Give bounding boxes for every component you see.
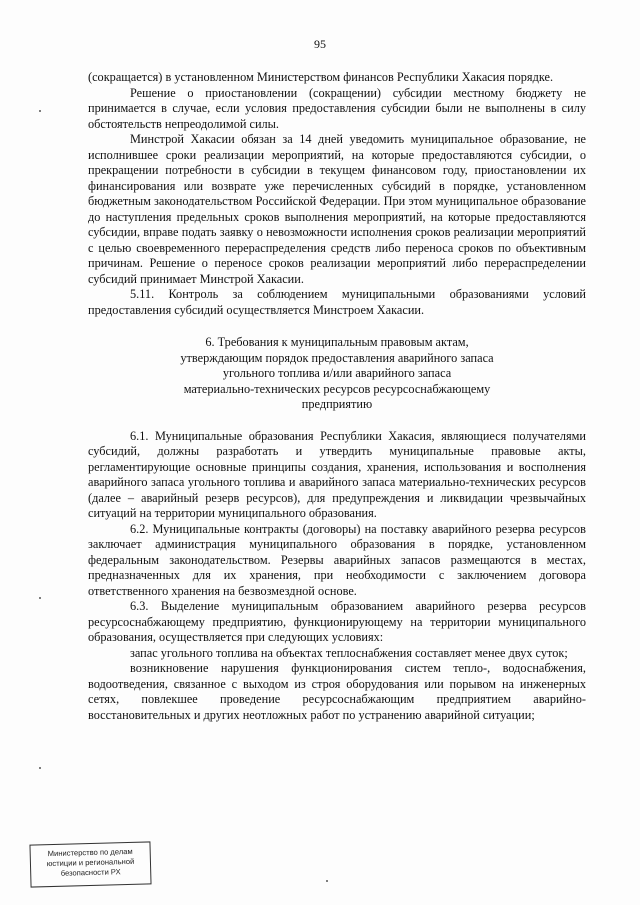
stamp-line: безопасности РХ	[60, 867, 121, 878]
section-heading	[88, 335, 586, 413]
paragraph: Решение о приостановлении (сокращении) субсидии местному бюджету не принимается в случае, если условия предоставления субсидии были не выполнены в силу обстоятельств непреодолимой силы.	[88, 85, 586, 131]
paragraph: возникновение нарушения функционирования систем тепло-, водоснабжения, водоотведения, связанное с выходом из строя оборудования или порывом на инженерных сетях, повлекшее проведение ресурсоснабжающим предприятием аварийно-восстановительных и других неотложных работ по устранению аварийной ситуации;	[88, 661, 586, 722]
scan-speck	[326, 880, 328, 882]
scan-speck	[39, 767, 41, 769]
stamp-line: Министерство по делам	[47, 846, 133, 859]
paragraph: 5.11. Контроль за соблюдением муниципальными образованиями условий предоставления субсидий осуществляется Минстроем Хакасии.	[88, 287, 586, 317]
heading-line: предприятию	[301, 397, 373, 411]
paragraph: запас угольного топлива на объектах теплоснабжения составляет менее двух суток;	[130, 645, 568, 660]
document-body	[88, 70, 586, 723]
paragraph: 6.3. Выделение муниципальным образованием аварийного резерва ресурсов ресурсоснабжающему предприятию, функционирующему на территории муниципального образования, осуществляется при следующих условиях:	[88, 599, 586, 644]
stamp-line: юстиции и региональной	[46, 856, 135, 869]
paragraph: Минстрой Хакасии обязан за 14 дней уведомить муниципальное образование, не исполнившее сроки реализации мероприятий, на которые предоставляются субсидии, о прекращении потребности в субсидии в текущем финансовом году, приостановлении их финансирования или возврате уже перечисленных субсидий в порядке, установленном бюджетным законодательством Российской Федерации. При этом муниципальное образование до наступления предельных сроков выполнения мероприятий, на которые предоставляются субсидии, вправе подать заявку о невозможности исполнения сроков реализации мероприятий с целью своевременного перераспределения средств либо переноса сроков по объективным причинам. Решение о переносе сроков реализации мероприятий либо перераспределении субсидий принимает Минстрой Хакасии.	[88, 132, 586, 286]
heading-line: 6. Требования к муниципальным правовым актам,	[205, 335, 469, 349]
heading-line: угольного топлива и/или аварийного запаса	[222, 366, 452, 380]
paragraph: 6.2. Муниципальные контракты (договоры) на поставку аварийного резерва ресурсов заключает администрация муниципального образования в порядке, установленном федеральным законодательством. Резервы аварийных запасов размещаются в местах, предназначенных для их хранения, при необходимости с заключением договора ответственного хранения на безвозмездной основе.	[88, 521, 586, 598]
paragraph: (сокращается) в установленном Министерством финансов Республики Хакасия порядке.	[88, 70, 554, 84]
scan-speck	[39, 597, 41, 599]
scan-speck	[39, 110, 41, 112]
paragraph: 6.1. Муниципальные образования Республики Хакасия, являющиеся получателями субсидий, должны разработать и утвердить муниципальные правовые акты, регламентирующие основные принципы создания, хранения, использования и восполнения аварийного запаса угольного топлива и аварийного запаса материально-технических ресурсов (далее – аварийный резерв ресурсов), для предупреждения и ликвидации чрезвычайных ситуаций на территории муниципального образования.	[88, 428, 586, 520]
heading-line: материально-технических ресурсов ресурсоснабжающему	[183, 381, 491, 396]
ministry-stamp	[29, 841, 151, 887]
page-number: 95	[314, 37, 326, 51]
heading-line: утверждающим порядок предоставления аварийного запаса	[180, 350, 494, 365]
